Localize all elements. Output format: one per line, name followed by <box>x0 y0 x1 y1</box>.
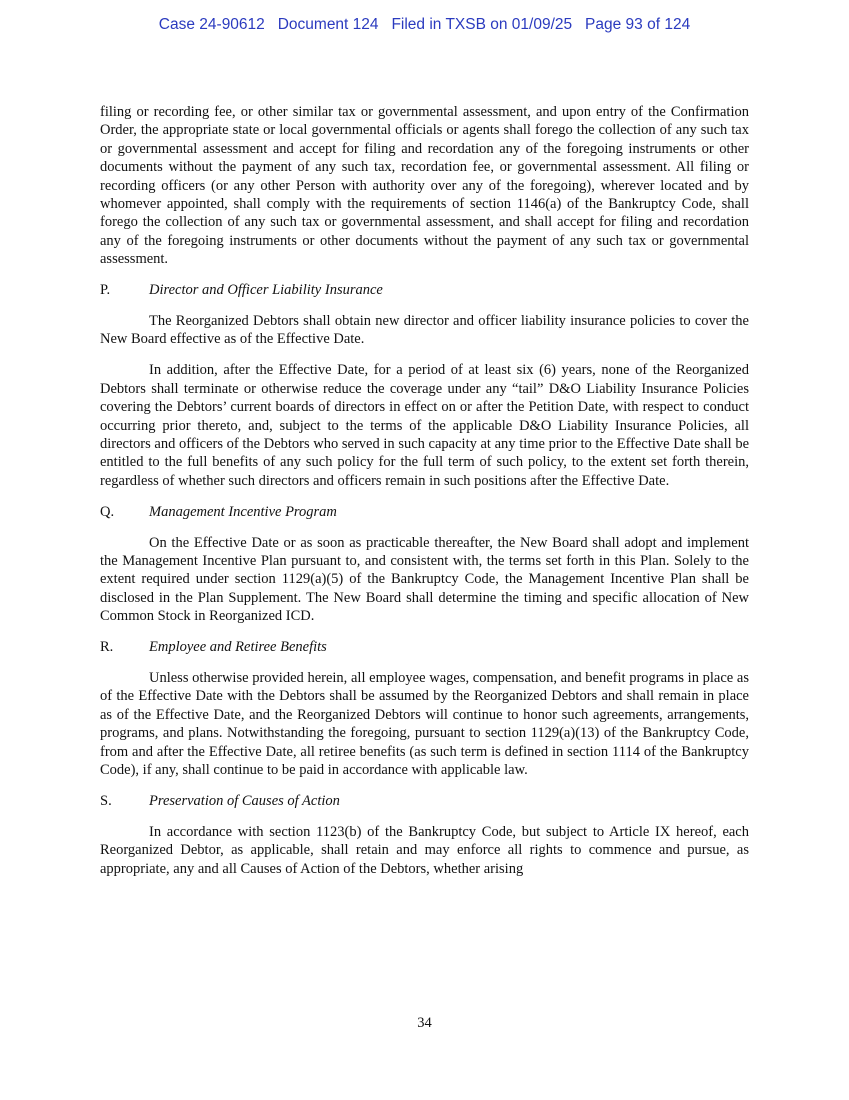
section-paragraph: In addition, after the Effective Date, for a period of at least six (6) years, none of the Reorganized Debtors shall terminate or otherwise reduce the coverage under any “tail” D&O Liability Insurance Policies covering the Debtors’ current boards of directors in effect on or after the Petition Date, with respect to conduct occurring prior thereto, and, subject to the terms of the applicable D&O Liability Insurance Policies, all directors and officers of the Debtors who served in such capacity at any time prior to the Effective Date shall be entitled to the full benefits of any such policy for the full term of such policy, to the extent set forth therein, regardless of whether such directors and officers remain in such positions after the Effective Date. <box>100 362 749 489</box>
section-title: Preservation of Causes of Action <box>149 793 340 809</box>
section-letter: S. <box>100 793 112 809</box>
section-title: Director and Officer Liability Insurance <box>149 282 383 299</box>
filing-header <box>0 16 849 34</box>
header-document-number: Document 124 <box>277 16 379 33</box>
intro-paragraph: filing or recording fee, or other similar tax or governmental assessment, and upon entry of the Confirmation Order, the appropriate state or local governmental officials or agents shall forego the collection of any such tax or governmental assessment and accept for filing and recordation any of the foregoing instruments or other documents without the payment of any such tax, recordation fee, or governmental assessment. All filing or recording officers (or any other Person with authority over any of the foregoing), wherever located and by whomever appointed, shall comply with the requirements of section 1146(a) of the Bankruptcy Code, shall forego the collection of any such tax or governmental assessment, and shall accept for filing and recordation any of the foregoing instruments or other documents without the payment of any such tax or governmental assessment. <box>100 104 749 268</box>
section-paragraph: Unless otherwise provided herein, all employee wages, compensation, and benefit programs in place as of the Effective Date with the Debtors shall be assumed by the Reorganized Debtors and shall remain in place as of the Effective Date, and the Reorganized Debtors will continue to honor such agreements, arrangements, programs, and plans. Notwithstanding the foregoing, pursuant to section 1129(a)(13) of the Bankruptcy Code, from and after the Effective Date, all retiree benefits (as such term is defined in section 1114 of the Bankruptcy Code), if any, shall continue to be paid in accordance with applicable law. <box>100 670 749 779</box>
section-heading-q <box>100 503 749 521</box>
header-page-info: Page 93 of 124 <box>585 16 691 33</box>
header-case-number: Case 24-90612 <box>158 16 265 33</box>
section-title: Management Incentive Program <box>149 503 337 520</box>
header-filed-info: Filed in TXSB on 01/09/25 <box>391 16 573 33</box>
section-letter: P. <box>100 282 111 299</box>
section-letter: R. <box>100 639 114 656</box>
section-heading-p <box>100 281 749 299</box>
section-heading-s <box>100 792 749 810</box>
section-title: Employee and Retiree Benefits <box>149 639 327 656</box>
section-heading-r <box>100 638 749 656</box>
section-paragraph: In accordance with section 1123(b) of the Bankruptcy Code, but subject to Article IX hereof, each Reorganized Debtor, as applicable, shall retain and may enforce all rights to commence and pursue, as appropriate, any and all Causes of Action of the Debtors, whether arising <box>100 823 749 877</box>
section-paragraph: The Reorganized Debtors shall obtain new director and officer liability insurance policies to cover the New Board effective as of the Effective Date. <box>100 313 749 348</box>
document-body <box>100 103 749 891</box>
section-letter: Q. <box>100 503 115 520</box>
page-number: 34 <box>417 1015 432 1031</box>
section-paragraph: On the Effective Date or as soon as practicable thereafter, the New Board shall adopt and implement the Management Incentive Plan pursuant to, and consistent with, the terms set forth in this Plan. Solely to the extent required under section 1129(a)(5) of the Bankruptcy Code, the Management Incentive Plan shall be disclosed in the Plan Supplement. The New Board shall determine the timing and specific allocation of New Common Stock in Reorganized ICD. <box>100 534 749 625</box>
